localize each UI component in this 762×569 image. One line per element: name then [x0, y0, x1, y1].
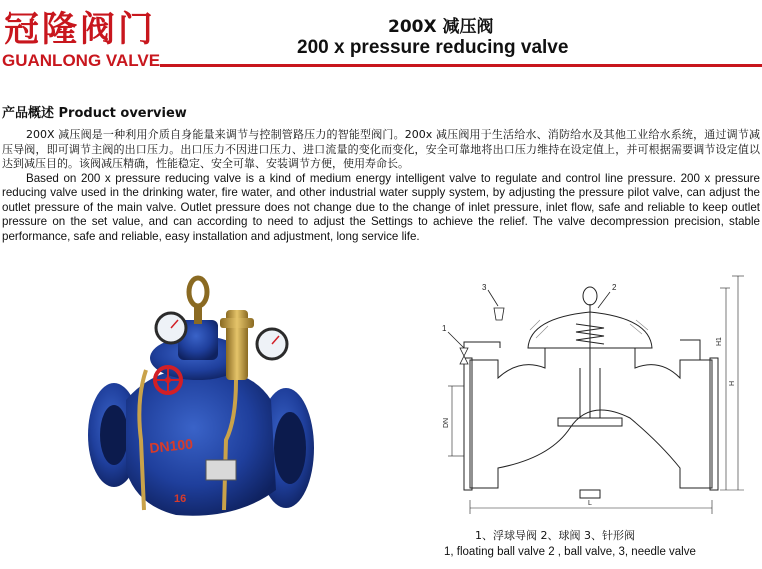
callout-1: 1 — [442, 324, 447, 333]
body-marking: DN100 — [148, 435, 194, 456]
page-title-en: 200 x pressure reducing valve — [297, 37, 569, 58]
dim-dn: DN — [443, 417, 450, 428]
diagram-caption-cn: 1、浮球导阀 2、球阀 3、针形阀 — [475, 529, 635, 542]
brand-name-cn: 冠隆阀门 — [4, 9, 157, 50]
overview-body — [2, 128, 760, 244]
dim-h: H — [729, 380, 736, 386]
dim-l: L — [588, 500, 592, 507]
header-divider — [160, 64, 762, 67]
nameplate — [206, 460, 236, 480]
sectional-diagram — [430, 268, 750, 530]
product-photo — [86, 270, 316, 535]
section-heading: 产品概述 Product overview — [2, 106, 187, 121]
callout-3: 3 — [482, 283, 487, 292]
overview-paragraph-en: Based on 200 x pressure reducing valve is a kind of medium energy intelligent valve to regulate and control line pressure. 200 x pressure reducing valve used in the drinking water, fire water, and other industrial water supply system, by adjusting the pressure pilot valve, can adjust the outlet pressure of the main valve. Outlet pressure does not change due to the change of inlet pressure, inlet flow, safe and reliable to keep outlet pressure on the set value, and can according to need to adjust the Settings to achieve the relief. The valve decompression precision, stable performance, safe and reliable, easy installation and adjustment, long service life. — [2, 171, 760, 243]
lifting-eye — [189, 278, 207, 306]
dim-h1: H1 — [716, 337, 723, 346]
overview-paragraph-cn: 200X 减压阀是一种利用介质自身能量来调节与控制管路压力的智能型阀门。200x 减压阀用于生活给水、消防给水及其他工业给水系统，通过调节减压导阀，即可调节主阀的出口压力。出口压力不因进口压力、进口流量的变化而变化，安全可靠地将出口压力维持在设定值上，并可根据需要调节设定值以达到减压目的。该阀减压精确，性能稳定、安全可靠、安装调节方便，使用寿命长。 — [2, 128, 760, 170]
page-title-cn — [0, 12, 762, 37]
brand-name-en: GUANLONG VALVE — [2, 51, 161, 70]
flange-marking: 16 — [174, 493, 187, 505]
page-title-cn-text: 200X 减压阀 — [388, 17, 494, 37]
callout-2: 2 — [612, 283, 617, 292]
diagram-caption-en: 1, floating ball valve 2 , ball valve, 3, needle valve — [444, 546, 696, 558]
